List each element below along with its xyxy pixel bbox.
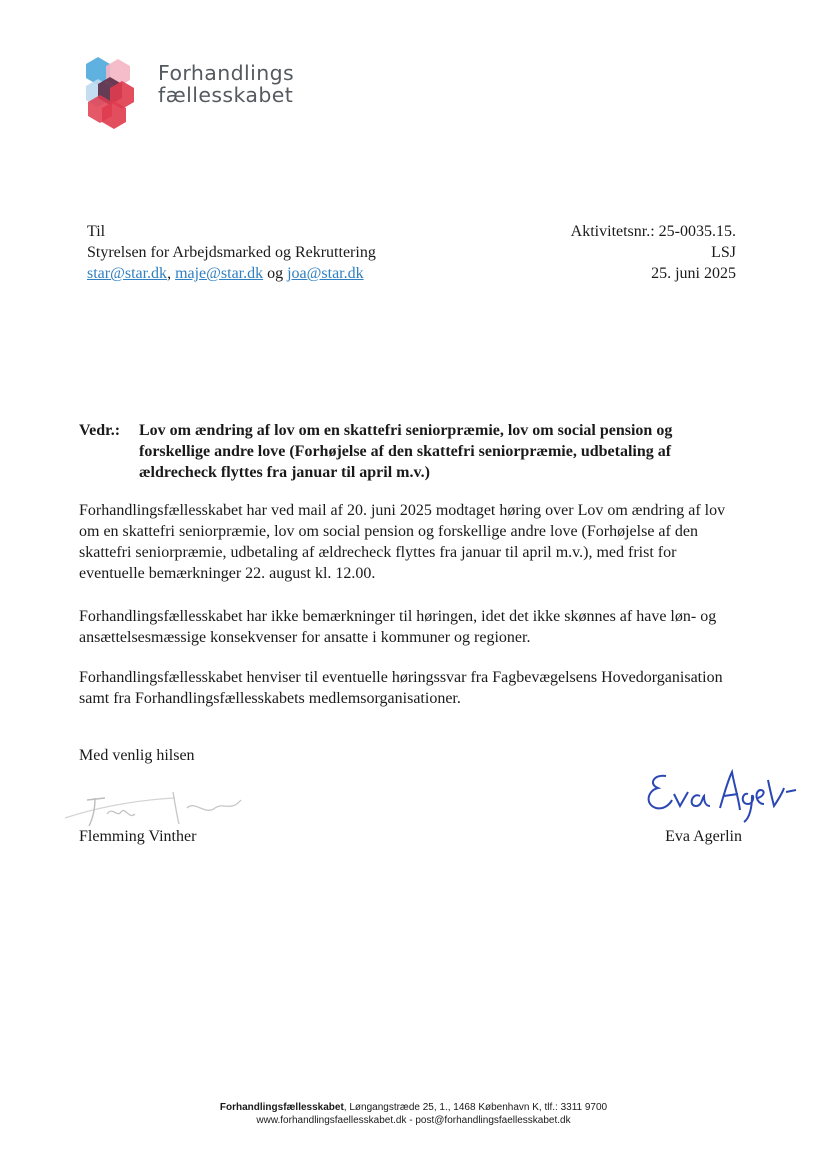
signatory-name-1: Flemming Vinther: [79, 828, 197, 845]
letter-date: 25. juni 2025: [651, 265, 736, 282]
subject-text: Lov om ændring af lov om en skattefri seniorpræmie, lov om social pension og forskellige andre love (Forhøjelse af den skattefri seniorpræmie, udbetaling af ældrecheck flyttes fra januar til april m.v.): [139, 422, 673, 481]
email-link-star[interactable]: star@star.dk: [87, 265, 168, 282]
signature-flemming-vinther: [55, 778, 255, 833]
footer-address-line: [0, 1101, 827, 1114]
logo-line-2: fællesskabet: [158, 83, 294, 107]
footer-org-name: Forhandlingsfællesskabet: [219, 1102, 344, 1113]
email-link-joa[interactable]: joa@star.dk: [287, 265, 364, 282]
signature-eva-agerlin: [640, 768, 800, 826]
page-footer: [0, 1101, 827, 1127]
footer-address: , Løngangstræde 25, 1., 1468 København K, tlf.: 3311 9700: [343, 1102, 608, 1113]
activity-number: Aktivitetsnr.: 25-0035.15.: [570, 223, 736, 240]
recipient-block: [87, 221, 376, 284]
signatory-name-2: Eva Agerlin: [665, 828, 742, 845]
logo-line-1: Forhandlings: [158, 61, 295, 85]
subject-block: [79, 420, 747, 483]
closing-greeting: Med venlig hilsen: [79, 747, 195, 764]
body-paragraph-3: Forhandlingsfællesskabet henviser til eventuelle høringssvar fra Fagbevægelsens Hovedorganisation samt fra Forhandlingsfællesskabets medlemsorganisationer.: [79, 669, 723, 707]
body-paragraph-1: Forhandlingsfællesskabet har ved mail af 20. juni 2025 modtaget høring over Lov om ændring af lov om en skattefri seniorpræmie, lov om social pension og forskellige andre love (Forhøjelse af den skattefri seniorpræmie, udbetaling af ældrecheck flyttes fra januar til april m.v.), med frist for eventuelle bemærkninger 22. august kl. 12.00.: [79, 502, 726, 582]
reference-block: [571, 221, 736, 284]
email-link-maje[interactable]: maje@star.dk: [175, 265, 264, 282]
initials: LSJ: [711, 244, 736, 261]
subject-label: Vedr.:: [79, 422, 121, 439]
footer-web-line: www.forhandlingsfaellesskabet.dk - post@forhandlingsfaellesskabet.dk: [256, 1115, 571, 1126]
email-separator-comma: ,: [167, 265, 172, 282]
email-separator-og: og: [267, 265, 284, 282]
recipient-org: Styrelsen for Arbejdsmarked og Rekruttering: [87, 244, 376, 261]
to-label: Til: [87, 223, 106, 240]
recipient-emails: [87, 263, 376, 284]
logo-wordmark: [158, 62, 294, 106]
body-paragraph-2: Forhandlingsfællesskabet har ikke bemærkninger til høringen, idet det ikke skønnes af have løn- og ansættelsesmæssige konsekvenser for ansatte i kommuner og regioner.: [79, 608, 717, 646]
